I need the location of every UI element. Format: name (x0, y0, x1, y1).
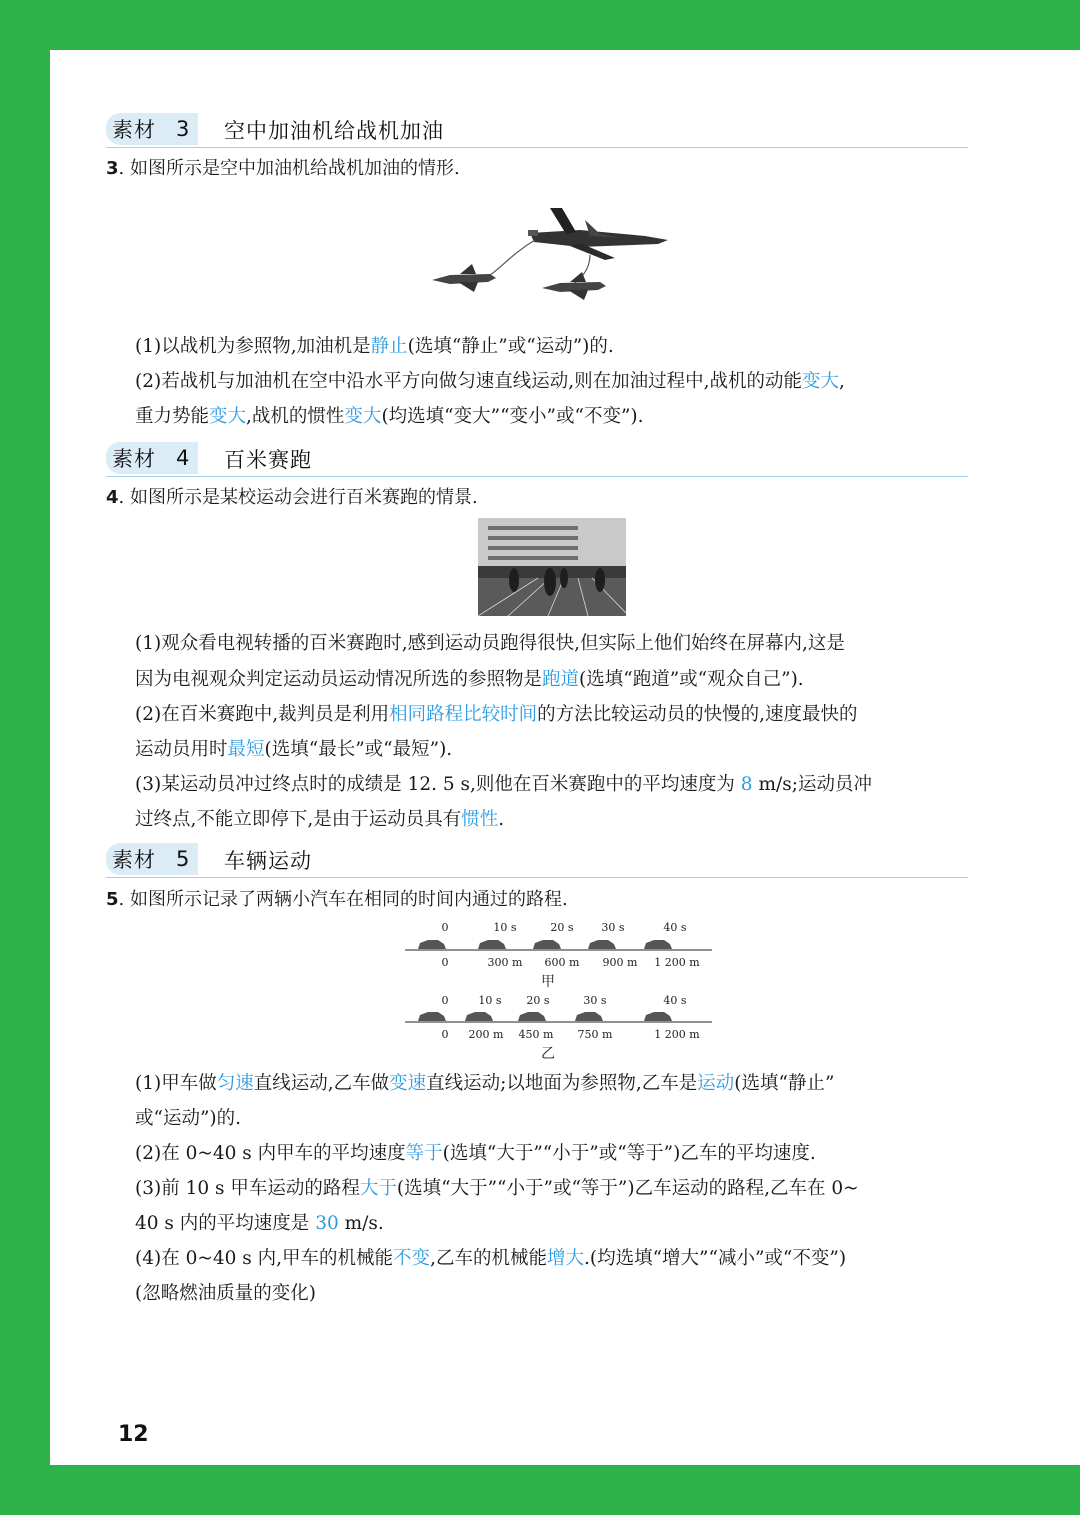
jia-time-1: 10 s (493, 921, 517, 934)
text: (4)在 0~40 s 内,甲车的机械能 (135, 1248, 394, 1269)
section-number: 3 (176, 117, 190, 141)
yi-dist-3: 750 m (577, 1028, 613, 1041)
q5-part1-line1 (135, 1069, 970, 1095)
jia-time-2: 20 s (550, 921, 574, 934)
answer: 最短 (227, 739, 265, 760)
fuel-hose-left (485, 240, 535, 278)
jia-time-4: 40 s (663, 921, 687, 934)
yi-dist-0: 0 (441, 1028, 449, 1041)
question-3-stem (106, 154, 460, 180)
question-text: . 如图所示是某校运动会进行百米赛跑的情景. (118, 487, 478, 508)
answer: 30 (315, 1213, 339, 1234)
text: . (498, 809, 505, 830)
question-text: . 如图所示记录了两辆小汽车在相同的时间内通过的路程. (118, 889, 568, 910)
jia-dist-3: 900 m (602, 956, 638, 969)
text: (3)某运动员冲过终点时的成绩是 12. 5 s,则他在百米赛跑中的平均速度为 (135, 774, 741, 795)
jia-dist-2: 600 m (544, 956, 580, 969)
text: (2)在 0~40 s 内甲车的平均速度 (135, 1143, 406, 1164)
yi-time-2: 20 s (526, 994, 550, 1007)
yi-track (405, 994, 712, 1061)
text: 运动员用时 (135, 739, 228, 760)
q3-part2-line1 (135, 367, 970, 393)
question-number: 5 (106, 889, 119, 910)
text: (1)观众看电视转播的百米赛跑时,感到运动员跑得很快,但实际上他们始终在屏幕内,这是 (135, 633, 845, 654)
text: (选填“静止”或“运动”)的. (407, 336, 614, 357)
question-number: 4 (106, 487, 119, 508)
q5-part3-line2 (135, 1209, 970, 1235)
text: (1)甲车做 (135, 1073, 217, 1094)
text: 重力势能 (135, 406, 210, 427)
text: m/s;运动员冲 (752, 774, 872, 795)
section-number: 4 (176, 446, 190, 470)
section-header-3 (106, 113, 968, 148)
answer: 8 (740, 774, 753, 795)
answer: 相同路程比较时间 (389, 704, 538, 725)
section-number: 5 (176, 847, 190, 871)
section-tab (106, 843, 202, 875)
yi-time-1: 10 s (478, 994, 502, 1007)
text: (忽略燃油质量的变化) (135, 1283, 316, 1304)
jia-cars (418, 940, 672, 949)
section-header-5 (106, 843, 968, 878)
answer: 跑道 (542, 669, 580, 690)
section-label: 素材 (112, 118, 156, 142)
sprint-race-photo (478, 518, 626, 616)
yi-time-4: 40 s (663, 994, 687, 1007)
answer: 匀速 (216, 1073, 254, 1094)
tab-notch (196, 113, 212, 145)
text: m/s. (338, 1213, 384, 1234)
q4-part2-line1 (135, 700, 970, 726)
answer: 增大 (546, 1248, 584, 1269)
car-motion-diagram (400, 916, 720, 1061)
text: 直线运动,乙车做 (253, 1073, 390, 1094)
answer: 不变 (393, 1248, 431, 1269)
text: 40 s 内的平均速度是 (135, 1213, 316, 1234)
answer: 变速 (389, 1073, 427, 1094)
yi-dist-1: 200 m (468, 1028, 504, 1041)
q3-part1 (135, 332, 970, 358)
yi-dist-2: 450 m (518, 1028, 554, 1041)
section-title: 车辆运动 (224, 849, 312, 873)
q3-part2-line2 (135, 402, 970, 428)
question-text: . 如图所示是空中加油机给战机加油的情形. (118, 158, 460, 179)
section-tab (106, 442, 202, 474)
answer: 静止 (370, 336, 408, 357)
section-header-4 (106, 442, 968, 477)
answer: 等于 (405, 1143, 443, 1164)
text: ,乙车的机械能 (430, 1248, 547, 1269)
text: ,战机的惯性 (246, 406, 345, 427)
answer: 大于 (359, 1178, 397, 1199)
text: (选填“最长”或“最短”). (264, 739, 453, 760)
answer: 变大 (344, 406, 382, 427)
q5-part4-line2 (135, 1279, 970, 1305)
jia-dist-1: 300 m (487, 956, 523, 969)
q4-part1-line2 (135, 665, 970, 691)
section-label: 素材 (112, 447, 156, 471)
text: .(均选填“增大”“减小”或“不变”) (583, 1248, 847, 1269)
text: 的方法比较运动员的快慢的,速度最快的 (537, 704, 858, 725)
page-number: 12 (118, 1422, 149, 1447)
q4-part3-line1 (135, 770, 970, 796)
text: (选填“静止” (734, 1073, 835, 1094)
tab-notch (196, 442, 212, 474)
text: 直线运动;以地面为参照物,乙车是 (426, 1073, 698, 1094)
text: (1)以战机为参照物,加油机是 (135, 336, 371, 357)
answer: 变大 (209, 406, 247, 427)
text: (2)在百米赛跑中,裁判员是利用 (135, 704, 390, 725)
section-tab (106, 113, 202, 145)
refueling-figure (430, 200, 680, 305)
q4-part2-line2 (135, 735, 970, 761)
jia-dist-4: 1 200 m (654, 956, 700, 969)
yi-time-0: 0 (441, 994, 449, 1007)
yi-cars (418, 1012, 672, 1021)
text: 过终点,不能立即停下,是由于运动员具有 (135, 809, 462, 830)
q4-part3-line2 (135, 805, 970, 831)
page (50, 50, 1080, 1465)
tanker-plane (528, 208, 668, 260)
answer: 惯性 (461, 809, 499, 830)
text: (选填“大于”“小于”或“等于”)乙车的平均速度. (442, 1143, 816, 1164)
section-title: 百米赛跑 (224, 448, 312, 472)
yi-dist-4: 1 200 m (654, 1028, 700, 1041)
section-label: 素材 (112, 848, 156, 872)
jia-time-3: 30 s (601, 921, 625, 934)
text: (3)前 10 s 甲车运动的路程 (135, 1178, 360, 1199)
jia-time-0: 0 (441, 921, 449, 934)
question-5-stem (106, 885, 568, 911)
section-title: 空中加油机给战机加油 (224, 119, 444, 143)
q5-part2 (135, 1139, 970, 1165)
question-4-stem (106, 483, 478, 509)
answer: 运动 (697, 1073, 735, 1094)
text: (2)若战机与加油机在空中沿水平方向做匀速直线运动,则在加油过程中,战机的动能 (135, 371, 802, 392)
q5-part1-line2 (135, 1104, 970, 1130)
q4-part1-line1 (135, 629, 970, 655)
text: (均选填“变大”“变小”或“不变”). (381, 406, 644, 427)
jia-track (405, 921, 712, 990)
question-number: 3 (106, 158, 119, 179)
text: (选填“大于”“小于”或“等于”)乙车运动的路程,乙车在 0~ (396, 1178, 859, 1199)
jia-dist-0: 0 (441, 956, 449, 969)
fighter-jet-right (542, 272, 606, 300)
jia-label: 甲 (541, 974, 555, 990)
yi-time-3: 30 s (583, 994, 607, 1007)
text: 或“运动”)的. (135, 1108, 242, 1129)
q5-part3-line1 (135, 1174, 970, 1200)
fighter-jet-left (432, 264, 496, 292)
tab-notch (196, 843, 212, 875)
text: (选填“跑道”或“观众自己”). (579, 669, 804, 690)
yi-label: 乙 (541, 1046, 555, 1061)
answer: 变大 (801, 371, 839, 392)
text: , (839, 371, 845, 392)
text: 因为电视观众判定运动员运动情况所选的参照物是 (135, 669, 543, 690)
q5-part4-line1 (135, 1244, 970, 1270)
